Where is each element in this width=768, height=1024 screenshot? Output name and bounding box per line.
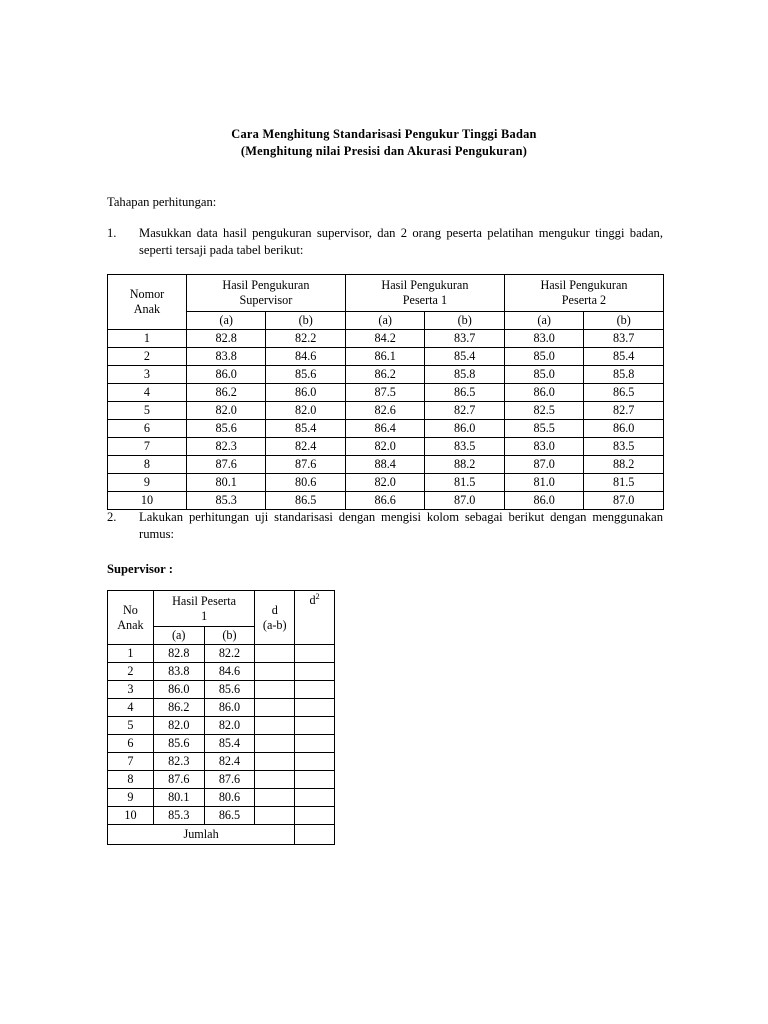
header-sup-b: (b) — [266, 312, 346, 330]
cell-sup-b: 82.0 — [266, 402, 346, 420]
cell-no-anak: 8 — [108, 771, 154, 789]
table-row — [108, 771, 335, 789]
header-nomor-anak-line1: Nomor — [129, 287, 165, 301]
cell-d2[interactable] — [295, 771, 335, 789]
total-label: Jumlah — [108, 825, 295, 845]
cell-d[interactable] — [255, 771, 295, 789]
table-row — [108, 753, 335, 771]
cell-p2-a: 85.0 — [504, 366, 584, 384]
cell-p1-a: 86.4 — [345, 420, 425, 438]
cell-p2-a: 87.0 — [504, 456, 584, 474]
header-p2-a: (a) — [504, 312, 584, 330]
cell-p1-a: 87.5 — [345, 384, 425, 402]
cell-p1-b: 83.5 — [425, 438, 505, 456]
cell-p2-b: 83.7 — [584, 330, 664, 348]
header-hasil-peserta — [153, 591, 254, 627]
cell-a: 83.8 — [153, 663, 204, 681]
cell-b: 85.4 — [204, 735, 255, 753]
cell-nomor-anak: 4 — [108, 384, 187, 402]
cell-b: 86.5 — [204, 807, 255, 825]
cell-p2-b: 86.5 — [584, 384, 664, 402]
cell-p2-a: 81.0 — [504, 474, 584, 492]
cell-nomor-anak: 7 — [108, 438, 187, 456]
header-sup-a: (a) — [186, 312, 266, 330]
header-hasil-peserta-line2: 1 — [201, 608, 208, 623]
cell-p1-a: 84.2 — [345, 330, 425, 348]
cell-b: 82.0 — [204, 717, 255, 735]
table-row — [108, 663, 335, 681]
step-1-text: Masukkan data hasil pengukuran supervisor, dan 2 orang peserta pelatihan mengukur tinggi badan, seperti tersaji pada tabel berikut: — [139, 226, 663, 257]
table-row — [108, 456, 664, 474]
header-d-squared-exponent: 2 — [315, 591, 320, 601]
cell-sup-a: 86.0 — [186, 366, 266, 384]
cell-a: 80.1 — [153, 789, 204, 807]
cell-p2-b: 81.5 — [584, 474, 664, 492]
cell-p2-a: 86.0 — [504, 492, 584, 510]
table-main-header — [108, 275, 664, 330]
table-row — [108, 474, 664, 492]
cell-sup-a: 82.8 — [186, 330, 266, 348]
header-d-line2: (a-b) — [262, 617, 287, 632]
cell-sup-a: 82.0 — [186, 402, 266, 420]
table-row — [108, 384, 664, 402]
cell-a: 85.6 — [153, 735, 204, 753]
cell-b: 84.6 — [204, 663, 255, 681]
cell-d[interactable] — [255, 681, 295, 699]
cell-p2-b: 85.4 — [584, 348, 664, 366]
cell-d[interactable] — [255, 699, 295, 717]
cell-nomor-anak: 9 — [108, 474, 187, 492]
table-row — [108, 348, 664, 366]
header-d-squared-base: d — [309, 593, 316, 607]
step-2-text: Lakukan perhitungan uji standarisasi dengan mengisi kolom sebagai berikut dengan menggunakan rumus: — [139, 510, 663, 541]
header-group-peserta-1-line2: Peserta 1 — [402, 293, 448, 307]
supervisor-worksheet-table — [107, 590, 335, 845]
table-row — [108, 420, 664, 438]
subheading-supervisor: Supervisor : — [107, 562, 173, 576]
table-supervisor-body — [108, 645, 335, 825]
cell-no-anak: 1 — [108, 645, 154, 663]
cell-sup-b: 82.4 — [266, 438, 346, 456]
table-row — [108, 402, 664, 420]
cell-p2-a: 82.5 — [504, 402, 584, 420]
table-row — [108, 699, 335, 717]
cell-no-anak: 10 — [108, 807, 154, 825]
table-supervisor-footer — [108, 825, 335, 845]
cell-nomor-anak: 5 — [108, 402, 187, 420]
step-1-number: 1. — [107, 226, 117, 240]
header-no-anak-line1: No — [122, 602, 138, 617]
cell-sup-a: 80.1 — [186, 474, 266, 492]
header-group-peserta-1 — [345, 275, 504, 312]
cell-no-anak: 7 — [108, 753, 154, 771]
cell-nomor-anak: 1 — [108, 330, 187, 348]
cell-no-anak: 9 — [108, 789, 154, 807]
cell-p2-a: 85.5 — [504, 420, 584, 438]
cell-nomor-anak: 2 — [108, 348, 187, 366]
cell-p1-a: 82.0 — [345, 474, 425, 492]
cell-p2-a: 83.0 — [504, 330, 584, 348]
cell-sup-b: 85.6 — [266, 366, 346, 384]
cell-b: 85.6 — [204, 681, 255, 699]
cell-p1-a: 82.6 — [345, 402, 425, 420]
cell-p1-a: 86.2 — [345, 366, 425, 384]
cell-a: 87.6 — [153, 771, 204, 789]
cell-p1-a: 82.0 — [345, 438, 425, 456]
cell-no-anak: 6 — [108, 735, 154, 753]
cell-p2-b: 83.5 — [584, 438, 664, 456]
cell-p1-b: 81.5 — [425, 474, 505, 492]
cell-p2-a: 85.0 — [504, 348, 584, 366]
cell-sup-a: 87.6 — [186, 456, 266, 474]
cell-no-anak: 5 — [108, 717, 154, 735]
cell-d2[interactable] — [295, 789, 335, 807]
cell-a: 82.0 — [153, 717, 204, 735]
cell-d2[interactable] — [295, 753, 335, 771]
cell-sup-b: 82.2 — [266, 330, 346, 348]
cell-a: 86.2 — [153, 699, 204, 717]
cell-p1-b: 86.0 — [425, 420, 505, 438]
cell-d[interactable] — [255, 663, 295, 681]
header-hasil-peserta-line1: Hasil Peserta — [172, 593, 237, 608]
cell-no-anak: 3 — [108, 681, 154, 699]
cell-sup-b: 87.6 — [266, 456, 346, 474]
table-row — [108, 366, 664, 384]
cell-d[interactable] — [255, 645, 295, 663]
cell-d[interactable] — [255, 717, 295, 735]
cell-a: 85.3 — [153, 807, 204, 825]
document-title — [0, 126, 768, 159]
cell-b: 82.4 — [204, 753, 255, 771]
table-row — [108, 717, 335, 735]
title-line-1: Cara Menghitung Standarisasi Pengukur Tinggi Badan — [231, 127, 537, 141]
cell-d[interactable] — [255, 789, 295, 807]
header-sv-a: (a) — [153, 627, 204, 645]
cell-p1-b: 83.7 — [425, 330, 505, 348]
header-sv-b: (b) — [204, 627, 255, 645]
cell-d[interactable] — [255, 735, 295, 753]
cell-p2-a: 83.0 — [504, 438, 584, 456]
cell-nomor-anak: 6 — [108, 420, 187, 438]
cell-sup-a: 83.8 — [186, 348, 266, 366]
table-row — [108, 789, 335, 807]
step-2 — [107, 509, 663, 543]
cell-a: 86.0 — [153, 681, 204, 699]
header-d — [255, 591, 295, 645]
header-group-peserta-2-line2: Peserta 2 — [561, 293, 607, 307]
cell-p2-b: 85.8 — [584, 366, 664, 384]
header-nomor-anak-line2: Anak — [133, 302, 161, 316]
cell-d2[interactable] — [295, 807, 335, 825]
header-p1-b: (b) — [425, 312, 505, 330]
table-row — [108, 681, 335, 699]
table-row — [108, 438, 664, 456]
cell-sup-b: 86.5 — [266, 492, 346, 510]
cell-a: 82.8 — [153, 645, 204, 663]
table-supervisor-header — [108, 591, 335, 645]
header-nomor-anak — [108, 275, 187, 330]
cell-a: 82.3 — [153, 753, 204, 771]
header-group-supervisor — [186, 275, 345, 312]
header-group-peserta-2-line1: Hasil Pengukuran — [540, 278, 628, 292]
cell-p1-b: 82.7 — [425, 402, 505, 420]
cell-p1-a: 86.1 — [345, 348, 425, 366]
cell-d2[interactable] — [295, 645, 335, 663]
header-p2-b: (b) — [584, 312, 664, 330]
cell-b: 87.6 — [204, 771, 255, 789]
table-row — [108, 645, 335, 663]
header-d-squared — [295, 591, 335, 645]
cell-sup-a: 86.2 — [186, 384, 266, 402]
cell-no-anak: 2 — [108, 663, 154, 681]
step-1 — [107, 225, 663, 259]
table-row — [108, 807, 335, 825]
cell-p1-b: 85.4 — [425, 348, 505, 366]
cell-d2[interactable] — [295, 681, 335, 699]
table-row — [108, 735, 335, 753]
header-d-line1: d — [271, 602, 278, 617]
cell-nomor-anak: 10 — [108, 492, 187, 510]
step-2-number: 2. — [107, 510, 117, 524]
cell-p1-a: 88.4 — [345, 456, 425, 474]
cell-b: 86.0 — [204, 699, 255, 717]
cell-sup-b: 84.6 — [266, 348, 346, 366]
cell-p2-a: 86.0 — [504, 384, 584, 402]
header-group-peserta-2 — [504, 275, 663, 312]
cell-d[interactable] — [255, 753, 295, 771]
header-group-peserta-1-line1: Hasil Pengukuran — [381, 278, 469, 292]
header-p1-a: (a) — [345, 312, 425, 330]
cell-p1-b: 87.0 — [425, 492, 505, 510]
total-value[interactable] — [295, 825, 335, 845]
table-row — [108, 492, 664, 510]
header-group-supervisor-line1: Hasil Pengukuran — [222, 278, 310, 292]
cell-sup-a: 82.3 — [186, 438, 266, 456]
header-no-anak-line2: Anak — [117, 617, 144, 632]
cell-p2-b: 88.2 — [584, 456, 664, 474]
header-group-supervisor-line2: Supervisor — [239, 293, 293, 307]
cell-b: 82.2 — [204, 645, 255, 663]
cell-d2[interactable] — [295, 717, 335, 735]
cell-nomor-anak: 3 — [108, 366, 187, 384]
cell-p2-b: 82.7 — [584, 402, 664, 420]
cell-p2-b: 87.0 — [584, 492, 664, 510]
title-line-2: (Menghitung nilai Presisi dan Akurasi Pengukuran) — [240, 143, 528, 158]
header-no-anak — [108, 591, 154, 645]
cell-p1-b: 86.5 — [425, 384, 505, 402]
total-row — [108, 825, 335, 845]
cell-p2-b: 86.0 — [584, 420, 664, 438]
cell-no-anak: 4 — [108, 699, 154, 717]
cell-d2[interactable] — [295, 699, 335, 717]
cell-d[interactable] — [255, 807, 295, 825]
measurement-results-table — [107, 274, 664, 510]
cell-sup-a: 85.3 — [186, 492, 266, 510]
cell-d2[interactable] — [295, 735, 335, 753]
cell-p1-b: 85.8 — [425, 366, 505, 384]
intro-label: Tahapan perhitungan: — [107, 195, 217, 209]
cell-d2[interactable] — [295, 663, 335, 681]
table-row — [108, 330, 664, 348]
cell-sup-b: 86.0 — [266, 384, 346, 402]
cell-sup-a: 85.6 — [186, 420, 266, 438]
cell-sup-b: 85.4 — [266, 420, 346, 438]
cell-b: 80.6 — [204, 789, 255, 807]
table-main-body — [108, 330, 664, 510]
cell-p1-b: 88.2 — [425, 456, 505, 474]
cell-p1-a: 86.6 — [345, 492, 425, 510]
cell-nomor-anak: 8 — [108, 456, 187, 474]
cell-sup-b: 80.6 — [266, 474, 346, 492]
